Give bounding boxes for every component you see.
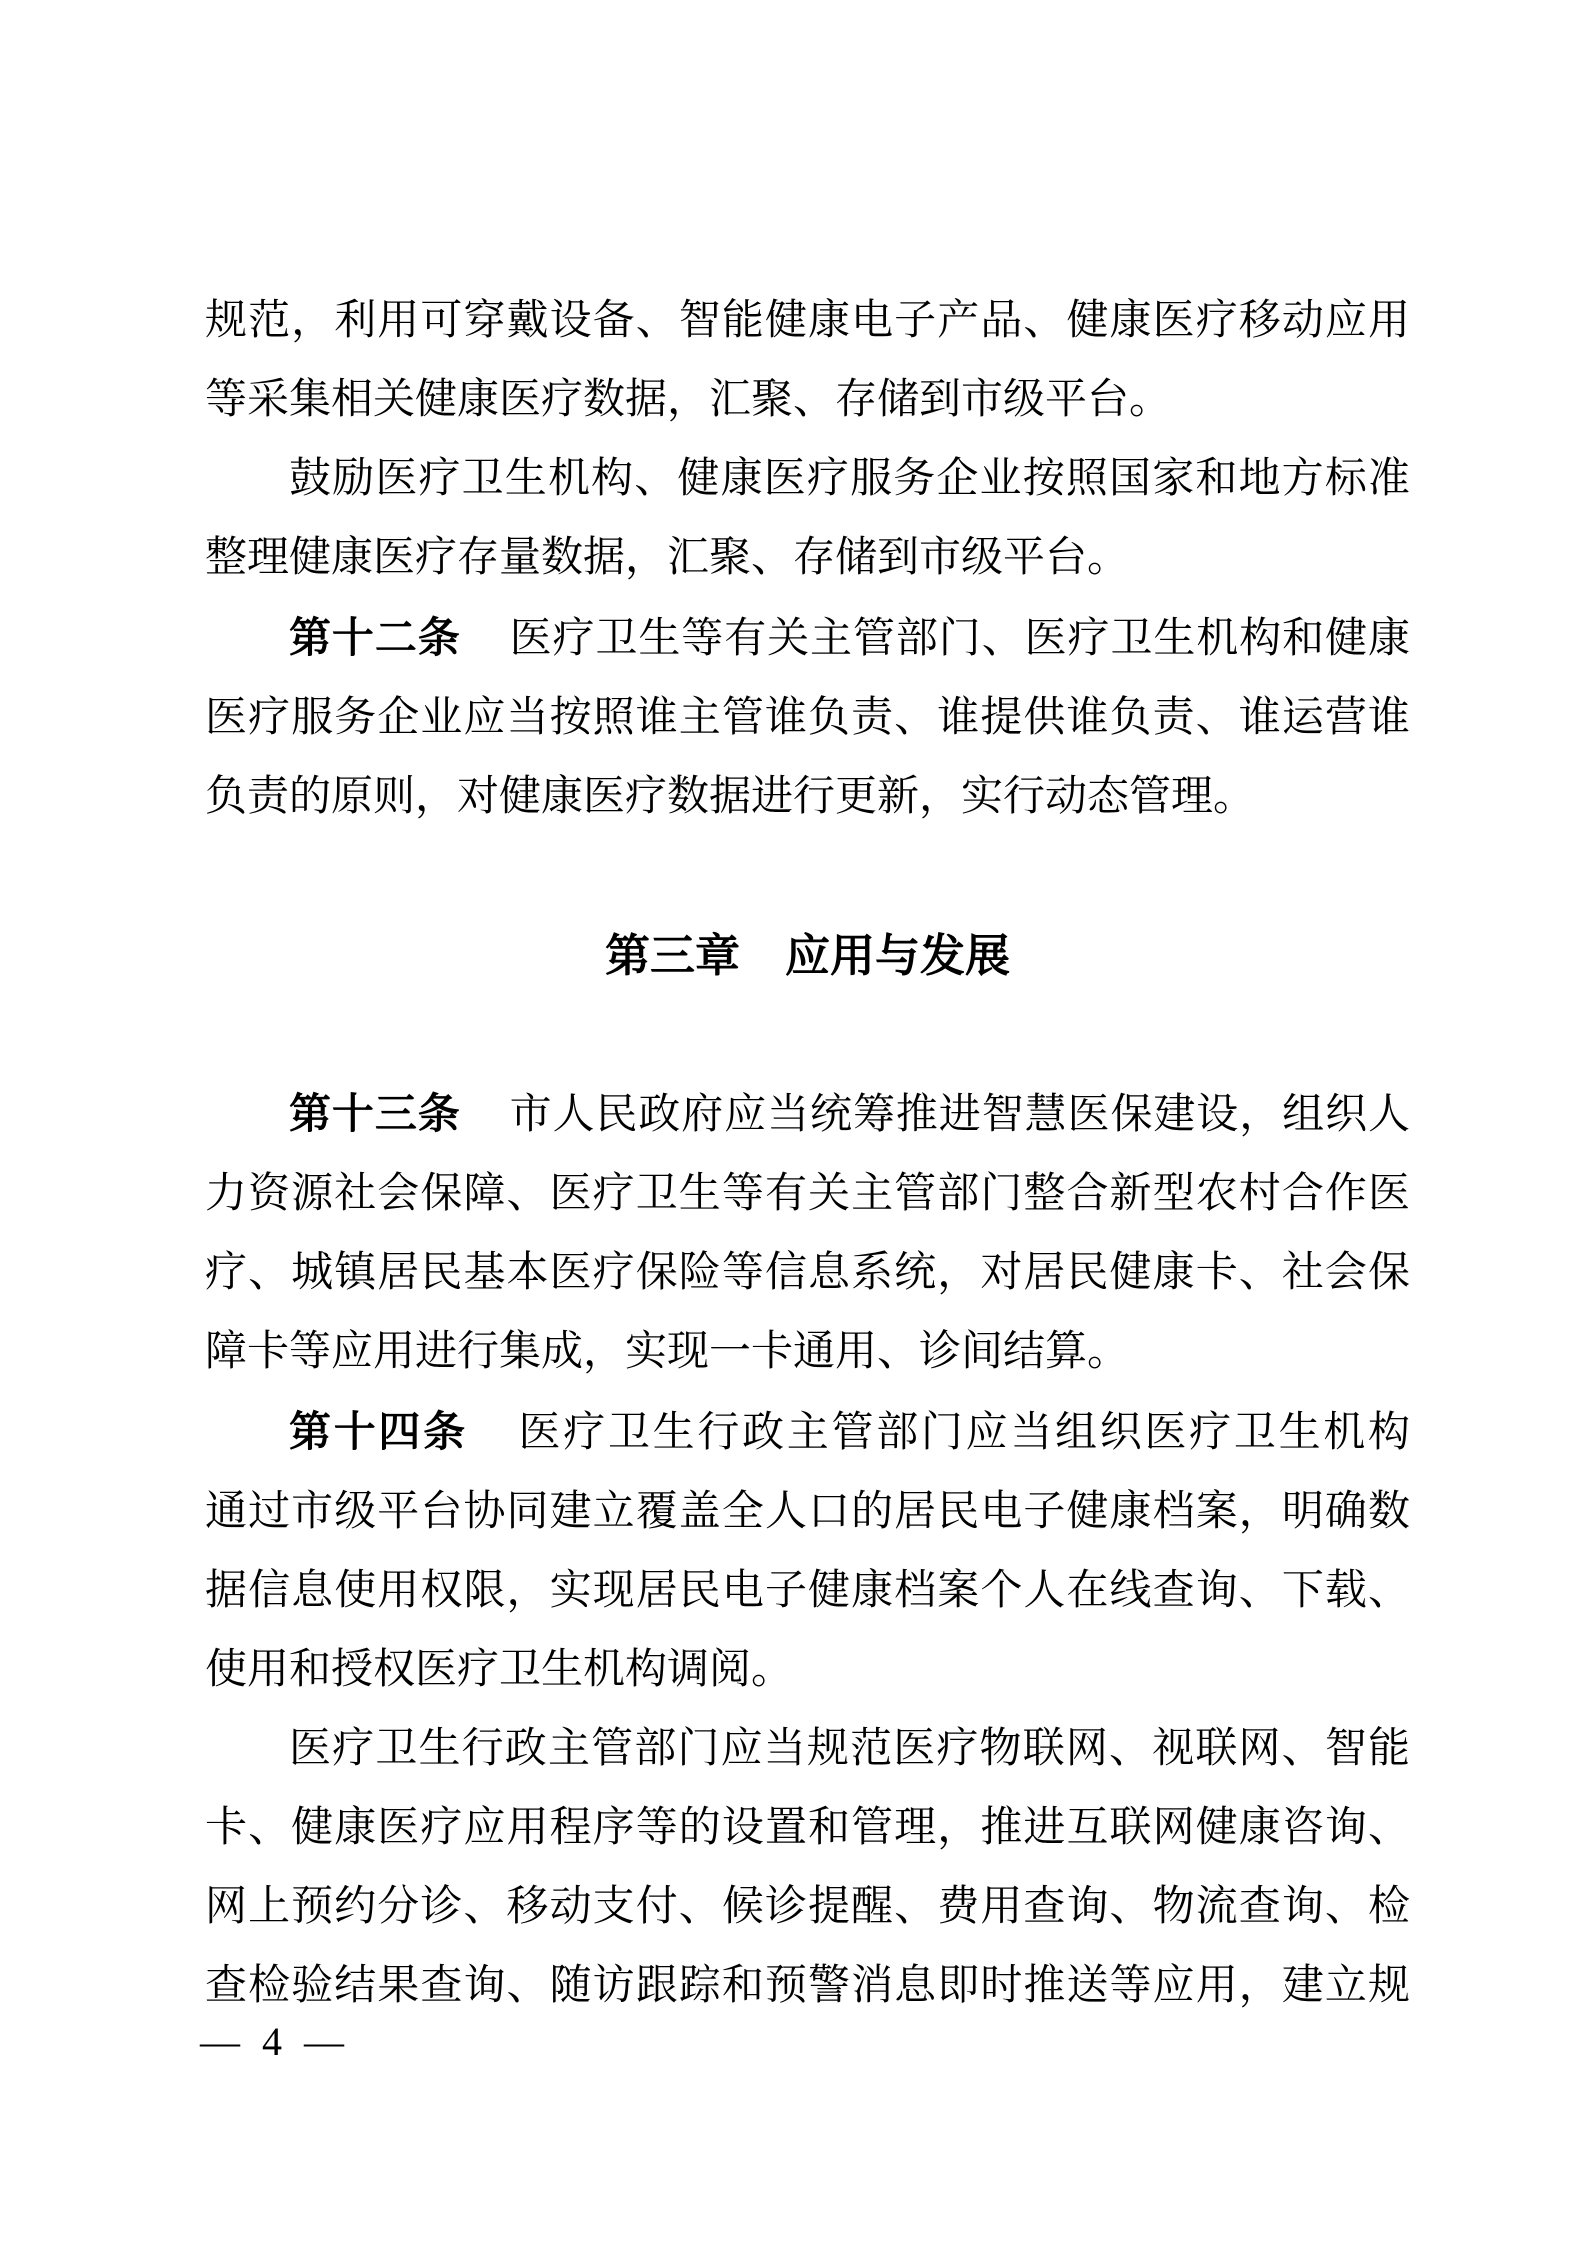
article-number: 第十三条 bbox=[289, 1090, 461, 1137]
text-line: 网上预约分诊、移动支付、候诊提醒、费用查询、物流查询、检 bbox=[205, 1884, 1410, 1930]
text-block bbox=[205, 282, 1410, 2026]
article-number: 第十四条 bbox=[289, 1408, 468, 1455]
article-number: 第十二条 bbox=[289, 614, 461, 661]
text-line: 医疗服务企业应当按照谁主管谁负责、谁提供谁负责、谁运营谁 bbox=[205, 695, 1410, 741]
text-line: 第十三条 市人民政府应当统筹推进智慧医保建设，组织人 bbox=[289, 1090, 1410, 1138]
text-line: 查检验结果查询、随访跟踪和预警消息即时推送等应用，建立规 bbox=[205, 1963, 1410, 2009]
text-line: 整理健康医疗存量数据，汇聚、存储到市级平台。 bbox=[205, 535, 1130, 581]
text-line: 医疗卫生行政主管部门应当规范医疗物联网、视联网、智能 bbox=[289, 1726, 1410, 1772]
text-line: 负责的原则，对健康医疗数据进行更新，实行动态管理。 bbox=[205, 774, 1256, 820]
text-line: 使用和授权医疗卫生机构调阅。 bbox=[205, 1647, 794, 1693]
text-line: 疗、城镇居民基本医疗保险等信息系统，对居民健康卡、社会保 bbox=[205, 1250, 1410, 1296]
text-line: 卡、健康医疗应用程序等的设置和管理，推进互联网健康咨询、 bbox=[205, 1805, 1410, 1851]
chapter-heading: 第三章 应用与发展 bbox=[604, 930, 1010, 981]
text-line: 鼓励医疗卫生机构、健康医疗服务企业按照国家和地方标准 bbox=[289, 456, 1410, 502]
text-line: 第十四条 医疗卫生行政主管部门应当组织医疗卫生机构 bbox=[289, 1408, 1410, 1456]
text-line: 等采集相关健康医疗数据，汇聚、存储到市级平台。 bbox=[205, 377, 1172, 423]
text-line: 障卡等应用进行集成，实现一卡通用、诊间结算。 bbox=[205, 1329, 1130, 1375]
text-line: 据信息使用权限，实现居民电子健康档案个人在线查询、下载、 bbox=[205, 1568, 1410, 1614]
text-line: 规范，利用可穿戴设备、智能健康电子产品、健康医疗移动应用 bbox=[205, 298, 1410, 344]
page-number: — 4 — bbox=[200, 2019, 350, 2064]
text-line: 通过市级平台协同建立覆盖全人口的居民电子健康档案，明确数 bbox=[205, 1489, 1410, 1535]
text-line: 力资源社会保障、医疗卫生等有关主管部门整合新型农村合作医 bbox=[205, 1171, 1410, 1217]
text-line: 第十二条 医疗卫生等有关主管部门、医疗卫生机构和健康 bbox=[289, 614, 1410, 662]
